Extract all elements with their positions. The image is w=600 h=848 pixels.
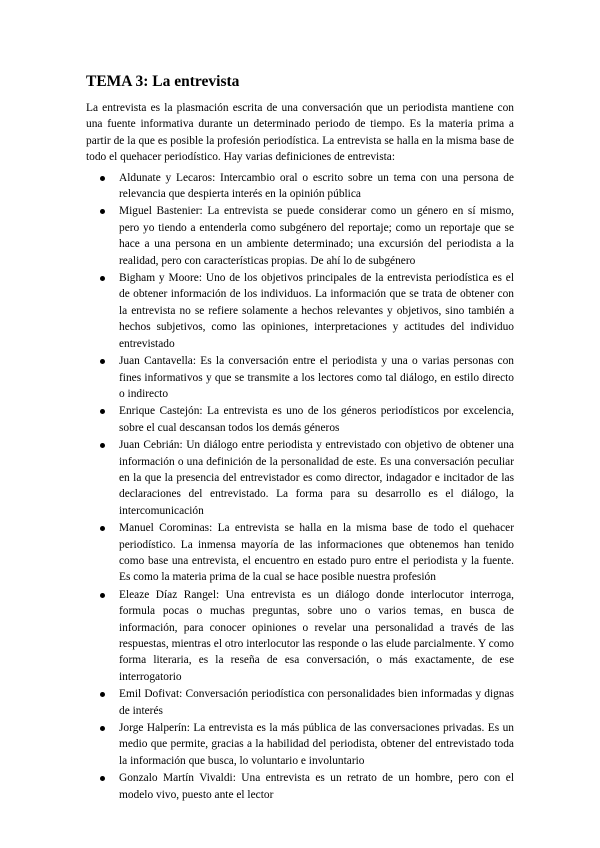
- list-item: [86, 353, 514, 402]
- bullet-icon: [100, 593, 105, 598]
- bullet-icon: [100, 276, 105, 281]
- list-item: [86, 403, 514, 436]
- list-item: [86, 203, 514, 269]
- list-item: [86, 270, 514, 352]
- list-item: [86, 170, 514, 203]
- list-item: [86, 587, 514, 685]
- list-item-text: Gonzalo Martín Vivaldi: Una entrevista es un retrato de un hombre, pero con el modelo vivo, puesto ante el lector: [119, 772, 514, 801]
- list-item-text: Bigham y Moore: Uno de los objetivos principales de la entrevista periodística es el de obtener información de los individuos. La información que se trata de obtener con la entrevista no se refiere solamente a hechos relevantes y objetivos, sino también a hechos subjetivos, como las opiniones, interpretaciones y actitudes del individuo entrevistado: [119, 272, 514, 350]
- bullet-icon: [100, 692, 105, 697]
- list-item-text: Miguel Bastenier: La entrevista se puede considerar como un género en sí mismo, pero yo tiendo a entenderla como subgénero del reportaje; como un reportaje que se hace a una persona en un ambiente determinado; una excursión del periodista a la realidad, pero con características propias. De ahí lo de subgénero: [119, 205, 514, 267]
- bullet-icon: [100, 443, 105, 448]
- list-item-text: Aldunate y Lecaros: Intercambio oral o escrito sobre un tema con una persona de relevancia que despierta interés en la opinión pública: [119, 171, 514, 201]
- bullet-icon: [100, 359, 105, 364]
- bullet-icon: [100, 209, 105, 214]
- list-item-text: Jorge Halperín: La entrevista es la más pública de las conversaciones privadas. Es un medio que permite, gracias a la habilidad del periodista, obtener del entrevistado toda la información que busca, lo voluntario e involuntario: [119, 722, 514, 767]
- intro-paragraph: La entrevista es la plasmación escrita de una conversación que un periodista mantiene con una fuente informativa durante un determinado periodo de tiempo. Es la materia prima a partir de la que es posible la profesión periodística. La entrevista se halla en la misma base de todo el quehacer periodístico. Hay varias definiciones de entrevista:: [86, 102, 514, 164]
- list-item-text: Manuel Corominas: La entrevista se halla en la misma base de todo el quehacer periodístico. La inmensa mayoría de las informaciones que obtenemos han tenido como base una entrevista, el encuentro en estado puro entre el periodista y la fuente. Es como la materia prima de la cual se hace posible nuestra profesión: [119, 522, 514, 584]
- list-item: [86, 520, 514, 586]
- list-item: [86, 686, 514, 719]
- list-item: [86, 437, 514, 519]
- list-item-text: Enrique Castejón: La entrevista es uno de los géneros periodísticos por excelencia, sobre el cual descansan todos los demás géneros: [119, 405, 514, 434]
- list-item-text: Emil Dofivat: Conversación periodística con personalidades bien informadas y dignas de interés: [119, 688, 514, 717]
- bullet-icon: [100, 726, 105, 731]
- bullet-icon: [100, 409, 105, 414]
- list-item-text: Juan Cebrián: Un diálogo entre periodista y entrevistado con objetivo de obtener una información o una definición de la personalidad de este. Es una conversación peculiar en la que la presencia del entrevistador es como director, indagador e incitador de las declaraciones del entrevistado. La forma para su desarrollo es el diálogo, la intercomunicación: [119, 439, 514, 517]
- list-item: [86, 720, 514, 769]
- bullet-icon: [100, 176, 105, 181]
- document-page: [86, 72, 514, 804]
- bullet-icon: [100, 526, 105, 531]
- bullet-icon: [100, 776, 105, 781]
- page-title: TEMA 3: La entrevista: [86, 73, 240, 90]
- list-item: [86, 770, 514, 803]
- definitions-list: [86, 170, 514, 803]
- list-item-text: Eleaze Díaz Rangel: Una entrevista es un diálogo donde interlocutor interroga, formula pocas o muchas preguntas, sobre uno o varios temas, en busca de información, para conocer opiniones o revelar una personalidad a través de las respuestas, mientras el otro interlocutor las responde o las elude parcialmente. Y como forma literaria, es la reseña de esa conversación, o más exactamente, de ese interrogatorio: [119, 588, 514, 683]
- list-item-text: Juan Cantavella: Es la conversación entre el periodista y una o varias personas con fines informativos y que se transmite a los lectores como tal diálogo, en estilo directo o indirecto: [119, 355, 514, 400]
